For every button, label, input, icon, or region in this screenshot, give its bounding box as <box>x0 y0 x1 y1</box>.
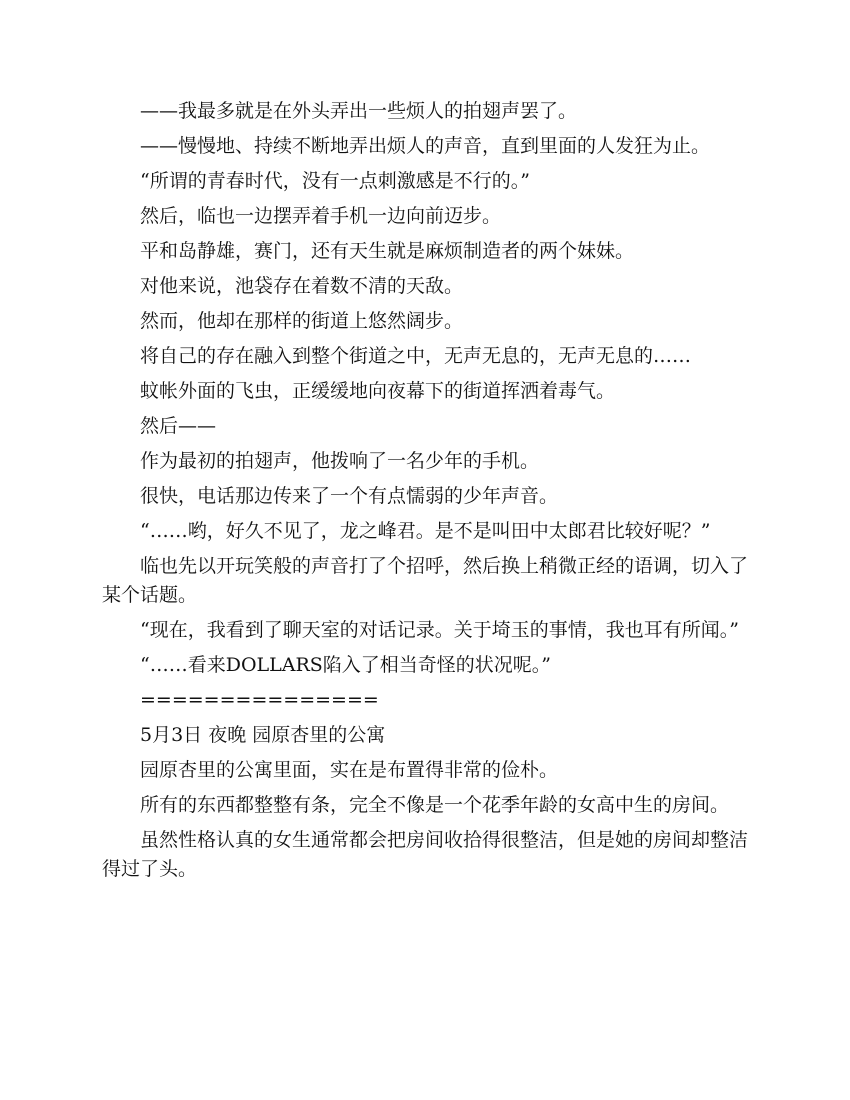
scene-heading: 5月3日 夜晚 园原杏里的公寓 <box>140 724 386 746</box>
paragraph: 然后，临也一边摆弄着手机一边向前迈步。 <box>140 205 502 227</box>
paragraph: 作为最初的拍翅声，他拨响了一名少年的手机。 <box>140 450 540 472</box>
paragraph: 很快，电话那边传来了一个有点懦弱的少年声音。 <box>140 485 559 507</box>
document-body <box>102 97 748 890</box>
paragraph: 对他来说，池袋存在着数不清的天敌。 <box>140 275 464 297</box>
paragraph: 所有的东西都整整有条，完全不像是一个花季年龄的女高中生的房间。 <box>140 794 730 816</box>
paragraph: “所谓的青春时代，没有一点刺激感是不行的。” <box>140 170 530 192</box>
paragraph: 临也先以开玩笑般的声音打了个招呼，然后换上稍微正经的语调，切入了某个话题。 <box>102 555 749 606</box>
paragraph: 园原杏里的公寓里面，实在是布置得非常的俭朴。 <box>140 759 559 781</box>
paragraph: 蚊帐外面的飞虫，正缓缓地向夜幕下的街道挥洒着毒气。 <box>140 380 616 402</box>
paragraph: ——我最多就是在外头弄出一些烦人的拍翅声罢了。 <box>140 100 578 122</box>
paragraph: “现在，我看到了聊天室的对话记录。关于埼玉的事情，我也耳有所闻。” <box>140 619 739 641</box>
paragraph: “……看来DOLLARS陷入了相当奇怪的状况呢。” <box>140 654 552 676</box>
paragraph: 然后—— <box>140 415 217 437</box>
paragraph: 虽然性格认真的女生通常都会把房间收拾得很整洁，但是她的房间却整洁得过了头。 <box>102 829 749 880</box>
paragraph: 然而，他却在那样的街道上悠然阔步。 <box>140 310 464 332</box>
paragraph: 将自己的存在融入到整个街道之中，无声无息的，无声无息的…… <box>140 345 692 367</box>
section-divider: =============== <box>140 689 379 711</box>
paragraph: ——慢慢地、持续不断地弄出烦人的声音，直到里面的人发狂为止。 <box>140 135 711 157</box>
paragraph: 平和岛静雄，赛门，还有天生就是麻烦制造者的两个妹妹。 <box>140 240 635 262</box>
paragraph: “……哟，好久不见了，龙之峰君。是不是叫田中太郎君比较好呢？” <box>140 520 711 542</box>
